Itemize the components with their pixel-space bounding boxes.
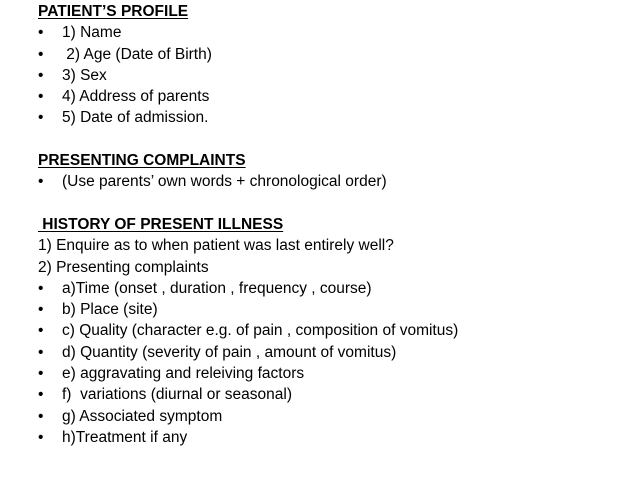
bullet-icon: • (38, 24, 44, 42)
bullet-icon: • (38, 66, 44, 84)
history-item (38, 342, 638, 363)
complaints-item (38, 171, 638, 192)
bullet-icon: • (38, 301, 44, 319)
history-item-text: g) Associated symptom (62, 407, 223, 425)
profile-item-text: 5) Date of admission. (62, 109, 209, 127)
history-item-text: e) aggravating and releiving factors (62, 365, 305, 383)
profile-item (38, 22, 638, 43)
profile-item (38, 107, 638, 128)
history-item-text: f) variations (diurnal or seasonal) (62, 386, 293, 404)
complaints-item-text: (Use parents’ own words + chronological order) (62, 173, 387, 191)
bullet-icon: • (38, 386, 44, 404)
history-item (38, 320, 638, 341)
bullet-icon: • (38, 343, 44, 361)
history-line: 2) Presenting complaints (38, 258, 209, 276)
history-item-text: a)Time (onset , duration , frequency , course) (62, 279, 372, 297)
history-heading: HISTORY OF PRESENT ILLNESS (38, 215, 284, 233)
spacer (38, 129, 638, 150)
bullet-icon: • (38, 45, 44, 63)
presenting-complaints-heading: PRESENTING COMPLAINTS (38, 152, 246, 170)
history-item (38, 427, 638, 448)
history-item (38, 299, 638, 320)
history-item-text: h)Treatment if any (62, 428, 188, 446)
profile-item-text: 1) Name (62, 24, 122, 42)
bullet-icon: • (38, 88, 44, 106)
bullet-icon: • (38, 109, 44, 127)
bullet-icon: • (38, 173, 44, 191)
history-item (38, 278, 638, 299)
bullet-icon: • (38, 407, 44, 425)
history-item-text: b) Place (site) (62, 301, 158, 319)
history-item (38, 363, 638, 384)
bullet-icon: • (38, 365, 44, 383)
history-item (38, 406, 638, 427)
bullet-icon: • (38, 279, 44, 297)
bullet-icon: • (38, 428, 44, 446)
patients-profile-heading: PATIENT’S PROFILE (38, 3, 189, 20)
profile-item (38, 44, 638, 65)
profile-item (38, 65, 638, 86)
spacer (38, 193, 638, 214)
profile-item-text: 3) Sex (62, 66, 107, 84)
profile-item (38, 86, 638, 107)
profile-item-text: 2) Age (Date of Birth) (62, 45, 212, 63)
history-item-text: d) Quantity (severity of pain , amount of vomitus) (62, 343, 397, 361)
bullet-icon: • (38, 322, 44, 340)
profile-item-text: 4) Address of parents (62, 88, 210, 106)
history-item (38, 384, 638, 405)
history-line: 1) Enquire as to when patient was last entirely well? (38, 237, 394, 255)
history-item-text: c) Quality (character e.g. of pain , composition of vomitus) (62, 322, 459, 340)
